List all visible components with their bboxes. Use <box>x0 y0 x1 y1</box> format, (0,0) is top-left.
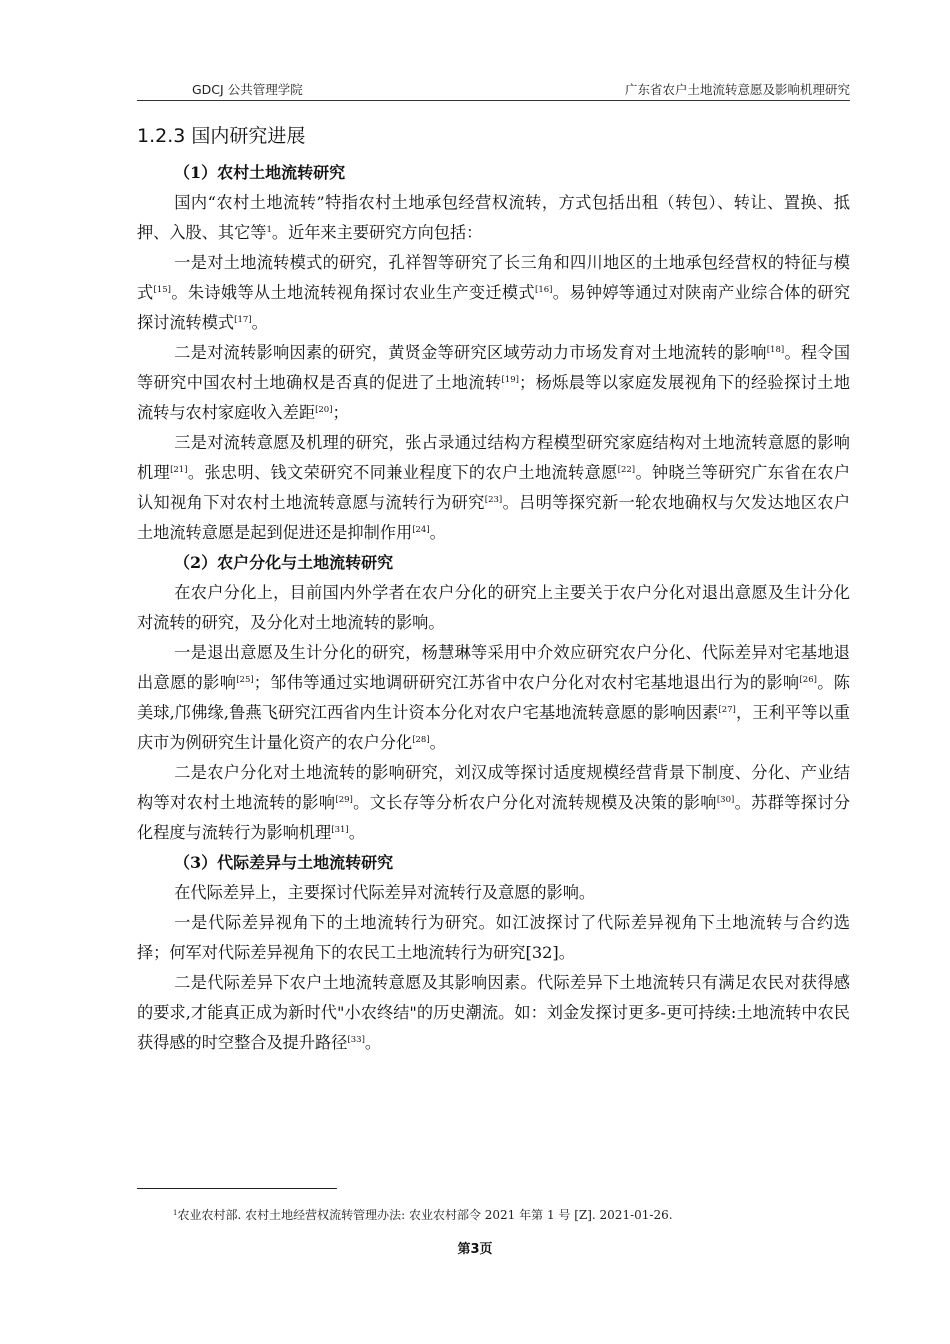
page-number: 第3页 <box>457 1242 493 1257</box>
subsection-title-3: （3）代际差异与土地流转研究 <box>174 853 394 872</box>
paragraph-1: 国内“农村土地流转”特指农村土地承包经营权流转，方式包括出租（转包）、转让、置换、抵押、入股、其它等$^1$。近年来主要研究方向包括： <box>137 193 850 242</box>
footnote-rule <box>137 1188 337 1189</box>
body-text <box>137 158 850 1058</box>
header-right: 广东省农户土地流转意愿及影响机理研究 <box>624 82 850 97</box>
citation: [26] <box>799 675 817 685</box>
page-header <box>137 78 850 98</box>
subsection-title-1: （1）农村土地流转研究 <box>174 163 346 182</box>
header-left: GDCJ 公共管理学院 <box>192 82 303 97</box>
paragraph-5: 在农户分化上，目前国内外学者在农户分化的研究上主要关于农户分化对退出意愿及生计分化对流转的研究，及分化对土地流转的影响。 <box>137 583 850 632</box>
footnote: $^1$农业农村部. 农村土地经营权流转管理办法: 农业农村部令 2021 年第 1 号 [Z]. 2021-01-26. <box>173 1208 673 1222</box>
citation: [27] <box>718 705 736 715</box>
citation: [20] <box>315 405 333 415</box>
citation: [19] <box>501 375 519 385</box>
section-title: 1.2.3 国内研究进展 <box>137 125 306 147</box>
footnote-marker: 1 <box>173 1209 178 1217</box>
subsection-title-2: （2）农户分化与土地流转研究 <box>174 553 394 572</box>
citation: [16] <box>535 285 553 295</box>
citation: [28] <box>412 735 430 745</box>
paragraph-2: 一是对土地流转模式的研究，孔祥智等研究了长三角和四川地区的土地承包经营权的特征与模式[15]。朱诗娥等从土地流转视角探讨农业生产变迁模式[16]。易钟婷等通过对陕南产业综合体的研究探讨流转模式[17]。 <box>137 253 851 332</box>
citation: [25] <box>236 675 254 685</box>
citation: [21] <box>170 465 188 475</box>
citation: [18] <box>766 345 785 355</box>
header-rule <box>137 100 850 101</box>
paragraph-9: 一是代际差异视角下的土地流转行为研究。如江波探讨了代际差异视角下土地流转与合约选择；何军对代际差异视角下的农民工土地流转行为研究[32]。 <box>137 913 850 962</box>
citation: [31] <box>331 825 349 835</box>
citation: [23] <box>484 495 503 505</box>
paragraph-7: 二是农户分化对土地流转的影响研究，刘汉成等探讨适度规模经营背景下制度、分化、产业结构等对农村土地流转的影响[29]。文长存等分析农户分化对流转规模及决策的影响[30]。苏群等探讨分化程度与流转行为影响机理[31]。 <box>137 763 851 842</box>
citation: [30] <box>716 795 735 805</box>
paragraph-8: 在代际差异上，主要探讨代际差异对流转行及意愿的影响。 <box>174 883 596 902</box>
footnote-ref: 1 <box>266 225 272 235</box>
citation: [29] <box>335 795 353 805</box>
paragraph-4: 三是对流转意愿及机理的研究，张占录通过结构方程模型研究家庭结构对土地流转意愿的影响机理[21]。张忠明、钱文荣研究不同兼业程度下的农户土地流转意愿[22]。钟晓兰等研究广东省在农户认知视角下对农村土地流转意愿与流转行为研究[23]。吕明等探究新一轮农地确权与欠发达地区农户土地流转意愿是起到促进还是抑制作用[24]。 <box>137 433 851 542</box>
paragraph-3: 二是对流转影响因素的研究，黄贤金等研究区域劳动力市场发育对土地流转的影响[18]。程令国等研究中国农村土地确权是否真的促进了土地流转[19]；杨烁晨等以家庭发展视角下的经验探讨土地流转与农村家庭收入差距[20]； <box>137 343 851 422</box>
paragraph-10: 二是代际差异下农户土地流转意愿及其影响因素。代际差异下土地流转只有满足农民对获得感的要求,才能真正成为新时代"小农终结"的历史潮流。如：刘金发探讨更多-更可持续:土地流转中农民获得感的时空整合及提升路径[33]。 <box>137 973 850 1052</box>
citation: [33] <box>347 1035 365 1045</box>
paragraph-6: 一是退出意愿及生计分化的研究，杨慧琳等采用中介效应研究农户分化、代际差异对宅基地退出意愿的影响[25]；邹伟等通过实地调研研究江苏省中农户分化对农村宅基地退出行为的影响[26]。陈美球,邝佛缘,鲁燕飞研究江西省内生计资本分化对农户宅基地流转意愿的影响因素[27]，王利平等以重庆市为例研究生计量化资产的农户分化[28]。 <box>137 643 850 752</box>
citation: [15] <box>153 285 171 295</box>
citation: [24] <box>412 525 430 535</box>
citation: [22] <box>617 465 636 475</box>
citation: [17] <box>234 315 252 325</box>
